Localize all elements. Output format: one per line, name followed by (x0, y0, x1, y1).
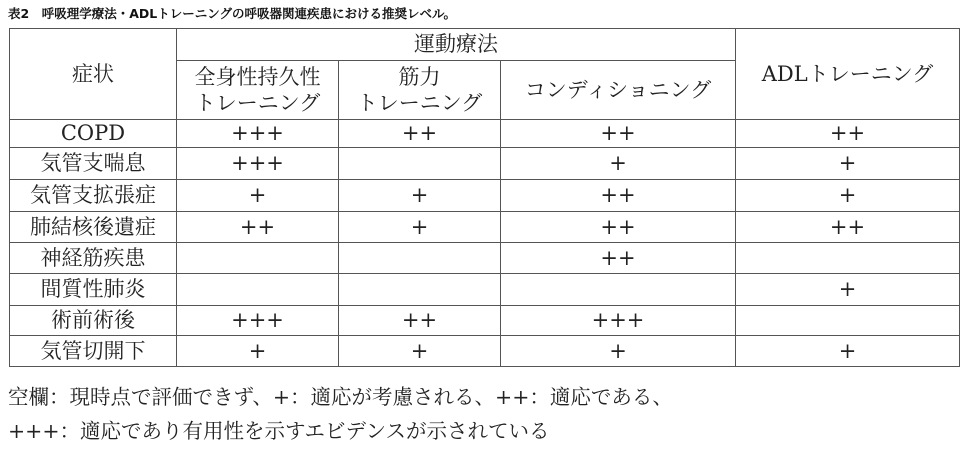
row-symptom: 間質性肺炎 (10, 274, 177, 306)
cell-endurance: +++ (177, 306, 339, 336)
cell-adl (736, 243, 960, 274)
cell-endurance: + (177, 336, 339, 367)
header-endurance-line1: 全身性持久性 (194, 64, 321, 89)
table-row (10, 180, 960, 212)
header-conditioning: コンディショニング (501, 61, 736, 120)
cell-strength: ++ (339, 120, 501, 148)
table-row (10, 212, 960, 243)
row-symptom: 気管支拡張症 (10, 180, 177, 212)
table-row (10, 274, 960, 306)
cell-endurance (177, 274, 339, 306)
row-symptom: 気管切開下 (10, 336, 177, 367)
cell-conditioning: ++ (501, 212, 736, 243)
table-row (10, 120, 960, 148)
footnote-line-2: +++：適応であり有用性を示すエビデンスが示されている (8, 419, 550, 443)
footnote-line-1: 空欄：現時点で評価できず、+：適応が考慮される、++：適応である、 (8, 385, 673, 409)
row-symptom: COPD (10, 120, 177, 148)
cell-adl: ++ (736, 120, 960, 148)
cell-conditioning: ++ (501, 243, 736, 274)
cell-strength (339, 148, 501, 180)
cell-adl: + (736, 180, 960, 212)
cell-endurance: +++ (177, 120, 339, 148)
header-endurance-line2: トレーニング (194, 91, 321, 115)
row-symptom: 神経筋疾患 (10, 243, 177, 274)
table-row (10, 336, 960, 367)
table-row (10, 306, 960, 336)
cell-strength (339, 243, 501, 274)
header-adl-training: ADLトレーニング (736, 29, 960, 120)
row-symptom: 肺結核後遺症 (10, 212, 177, 243)
header-strength-training (339, 61, 501, 120)
cell-conditioning: ++ (501, 180, 736, 212)
cell-adl: + (736, 336, 960, 367)
cell-conditioning: + (501, 336, 736, 367)
table-row (10, 243, 960, 274)
cell-endurance: +++ (177, 148, 339, 180)
cell-strength: + (339, 336, 501, 367)
cell-adl: + (736, 274, 960, 306)
cell-conditioning: + (501, 148, 736, 180)
header-exercise-therapy: 運動療法 (177, 29, 736, 61)
header-row-group (10, 29, 960, 61)
cell-endurance: ++ (177, 212, 339, 243)
cell-conditioning: +++ (501, 306, 736, 336)
cell-endurance: + (177, 180, 339, 212)
cell-strength: ++ (339, 306, 501, 336)
header-symptom: 症状 (10, 29, 177, 120)
cell-adl: ++ (736, 212, 960, 243)
header-strength-line1: 筋力 (398, 64, 441, 89)
cell-conditioning (501, 274, 736, 306)
cell-endurance (177, 243, 339, 274)
header-strength-line2: トレーニング (356, 91, 483, 115)
cell-adl (736, 306, 960, 336)
recommendation-table (9, 28, 960, 367)
cell-adl: + (736, 148, 960, 180)
table-row (10, 148, 960, 180)
cell-strength: + (339, 212, 501, 243)
row-symptom: 術前術後 (10, 306, 177, 336)
row-symptom: 気管支喘息 (10, 148, 177, 180)
cell-conditioning: ++ (501, 120, 736, 148)
cell-strength: + (339, 180, 501, 212)
header-endurance-training (177, 61, 339, 120)
table-caption: 表2 呼吸理学療法・ADLトレーニングの呼吸器関連疾患における推奨レベル。 (8, 6, 456, 21)
cell-strength (339, 274, 501, 306)
